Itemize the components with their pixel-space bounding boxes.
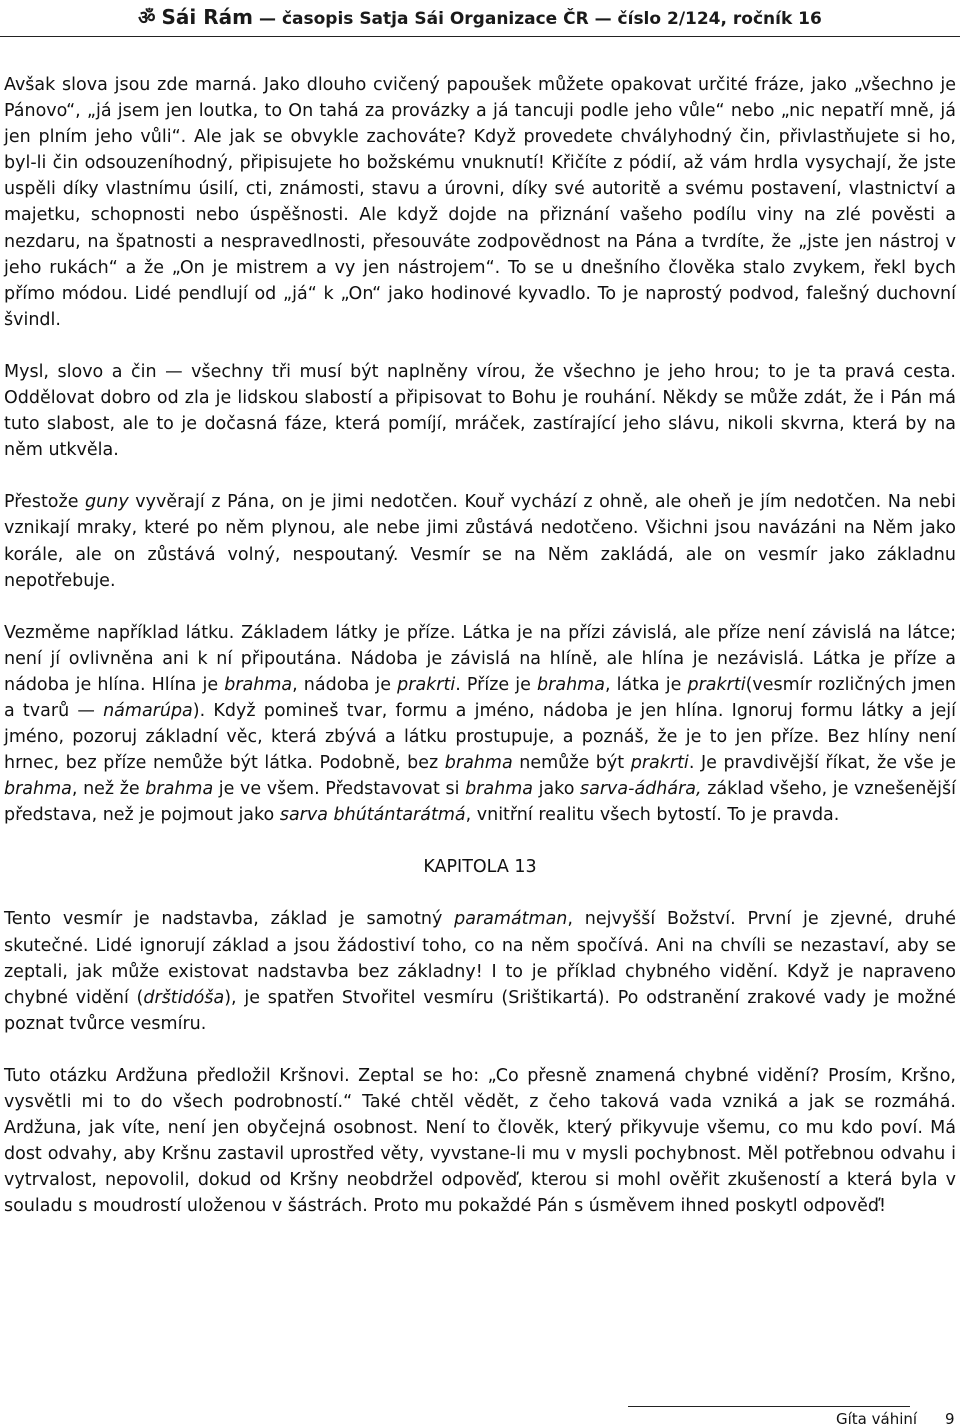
header-dash: — — [258, 9, 276, 29]
italic-term: brahma — [537, 674, 605, 695]
text-run: nemůže být — [512, 753, 631, 774]
text-run: , než že — [71, 779, 146, 800]
text-run: Přestože — [4, 492, 86, 513]
body-paragraph — [4, 1063, 956, 1220]
text-run: Tento vesmír je nadstavba, základ je samotný — [4, 909, 455, 930]
italic-term: brahma — [145, 779, 214, 800]
paragraphs-before-chapter — [4, 72, 956, 854]
text-run: Avšak slova jsou zde marná. Jako dlouho cvičený papoušek můžete opakovat určité fráze, jako „všechno je Pánovo“, „já jsem jen loutka, to On tahá za provázky a já tancuji podle jeho vůle“ nebo „nic nepatří mně, já jen plním jeho vůli“. Ale jak se obvykle zachováte? Když provedete chvályhodný čin, přivlastňujete si ho, byl-li čin odsouzeníhodný, připisujete ho božskému vnuknutí! Křičíte z pódií, až vám hrdla vysychají, že jste uspěli díky vlastnímu úsilí, cti, známosti, stavu a úrovni, díky své autoritě a svému postavení, vlastnictví a majetku, schopnosti nebo úspěšnosti. Ale když dojde na přiznání vašeho podílu viny na zlé pověsti a nezdaru, na špatnosti a nespravedlnosti, přesouváte zodpovědnost na Pána a tvrdíte, že „jste jen nástroj v jeho rukách“ a že „On je mistrem a vy jen nástrojem“. To se u dnešního člověka stalo zvykem, řekl bych přímo módou. Lidé pendlují od „já“ k „On“ jako hodinové kyvadlo. To je naprostý podvod, falešný duchovní švindl. — [4, 75, 956, 330]
italic-term: prakrti — [687, 674, 746, 695]
page-header — [0, 0, 960, 40]
body-paragraph — [4, 620, 956, 829]
paragraph-gap — [4, 333, 956, 359]
text-run: Tuto otázku Ardžuna předložil Kršnovi. Zeptal se ho: „Co přesně znamená chybné vidění? Prosím, Kršno, vysvětli mi to do všech podrobností.“ Také chtěl vědět, z čeho taková vada vzniká a jak se rozmáhá. Ardžuna, jak víte, není jen obyčejná osobnost. Není to člověk, který přikyvuje všemu, co mu kdo poví. Má dost odvahy, aby Kršnu zastavil uprostřed věty, vyvstane-li mu v mysli pochybnost. Měl potřebnou odvahu i vytrvalost, nepovolil, dokud od Kršny neobdržel odpověď, kterou si mohl ověřit zkušeností a která byla v souladu s moudrostí uloženou v šástrách. Proto mu pokaždé Pán s úsměvem ihned poskytl odpověď! — [4, 1065, 956, 1217]
body-paragraph — [4, 359, 956, 463]
text-run: základ všeho, je vznešenější představa, než je pojmout jako — [4, 779, 956, 826]
italic-term: sarva-ádhára, — [580, 779, 702, 800]
page-number: 9 — [945, 1410, 955, 1428]
paragraph-gap — [4, 828, 956, 854]
text-run: , vnitřní realitu všech bytostí. To je pravda. — [465, 805, 840, 826]
italic-term: brahma — [465, 779, 533, 800]
italic-term: sarva bhútántarátmá — [279, 805, 466, 826]
magazine-title: Sái Rám — [161, 5, 253, 29]
text-run: ), je spatřen Stvořitel vesmíru (Srištikartá). Po odstranění zrakové vady je možné poznat tvůrce vesmíru. — [4, 987, 956, 1034]
text-run: Mysl, slovo a čin — všechny tři musí být naplněny vírou, že všechno je jeho hrou; to je ta pravá cesta. Oddělovat dobro od zla je lidskou slabostí a připisovat to Bohu je rouhání. Někdy se může zdát, že i Pán má tuto slabost, ale to je dočasná fáze, která pomíjí, mráček, zastírající jeho slávu, nikoli skvrna, která by na něm utkvěla. — [4, 361, 956, 461]
footer-publication: Gíta váhiní — [836, 1410, 918, 1428]
chapter-heading: KAPITOLA 13 — [423, 857, 537, 878]
italic-term: drštidóša — [143, 987, 225, 1008]
text-run: je ve všem. Představovat si — [213, 779, 466, 800]
om-icon: ॐ — [138, 7, 156, 29]
page-footer — [0, 1400, 960, 1426]
text-run: jako — [532, 779, 581, 800]
text-run: (vesmír rozličných jmen a tvarů — — [4, 674, 956, 721]
text-run: , nádoba je — [292, 674, 398, 695]
header-line — [0, 0, 960, 36]
header-divider — [0, 36, 960, 37]
paragraph-gap — [4, 463, 956, 489]
text-run: . Příze je — [455, 674, 538, 695]
italic-term: paramátman — [454, 909, 568, 930]
body-paragraph — [4, 906, 956, 1036]
italic-term: brahma — [224, 674, 293, 695]
text-run: ). Když pomineš tvar, formu a jméno, nádoba je jen hlína. Ignoruj formu látky a její jméno, pozoruj základní věc, která zbývá a látku prostupuje, a poznáš, že je to jen příze. Bez hlíny není hrnec, bez příze nemůže být látka. Podobně, bez — [4, 700, 956, 774]
paragraph-gap — [4, 1219, 956, 1245]
text-run: Vezměme například látku. Základem látky je příze. Látka je na přízi závislá, ale příze není závislá na látce; není jí ovlivněna ani k ní připoutána. Nádoba je závislá na hlíně, ale hlína je nezávislá. Látka je příze a nádoba je hlína. Hlína je — [4, 622, 956, 695]
text-run: , nejvyšší Božství. První je zjevné, druhé skutečné. Lidé ignorují základ a jsou žádostiví toho, co na něm spočívá. Ani na chvíli se nezastaví, aby se zeptali, jak může existovat nadstavba bez základny! I to je příklad chybného vidění. Když je napraveno chybné vidění ( — [4, 909, 956, 1008]
italic-term: prakrti — [630, 753, 689, 774]
paragraph-gap — [4, 594, 956, 620]
text-run: , látka je — [604, 674, 688, 695]
italic-term: prakrti — [397, 674, 456, 695]
footer-divider — [628, 1406, 910, 1407]
paragraph-gap — [4, 1037, 956, 1063]
paragraphs-after-chapter — [4, 906, 956, 1245]
text-run: . Je pravdivější říkat, že vše je — [688, 753, 957, 774]
italic-term: brahma — [4, 779, 72, 800]
body-paragraph — [4, 72, 956, 333]
magazine-subtitle: časopis Satja Sái Organizace ČR — číslo 2/124, ročník 16 — [281, 9, 822, 29]
italic-term: brahma — [444, 753, 513, 774]
text-run: vyvěrají z Pána, on je jimi nedotčen. Kouř vychází z ohně, ale oheň je jím nedotčen. Na nebi vznikají mraky, které po něm plynou, ale nebe jimi zůstává nedotčeno. Všichni jsou navázáni na Něm jako korále, ale on zůstává volný, nespoutaný. Vesmír se na Něm zakládá, ale on vesmír jako základnu nepotřebuje. — [4, 492, 956, 591]
body-paragraph — [4, 489, 956, 593]
italic-term: guny — [85, 492, 129, 513]
italic-term: námarúpa — [103, 700, 193, 721]
page-body — [4, 72, 956, 1245]
